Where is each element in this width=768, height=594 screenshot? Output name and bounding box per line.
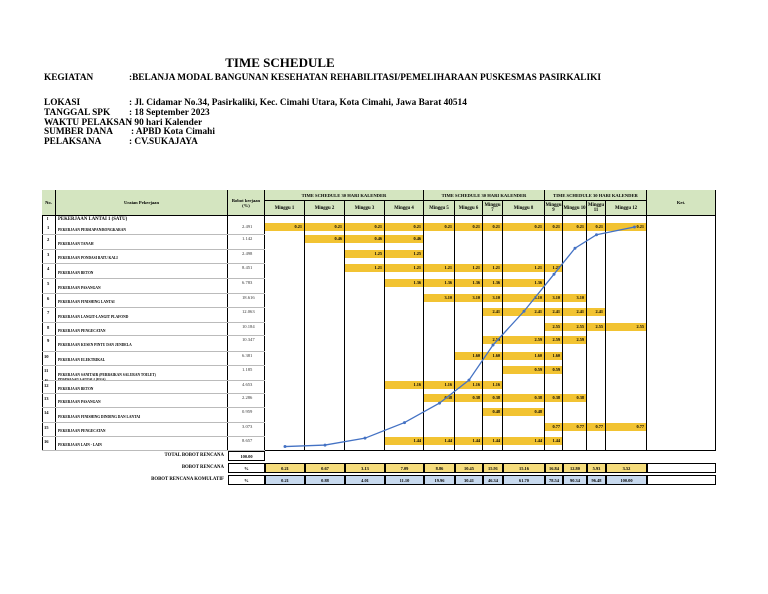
schedule-bar: 1.44	[424, 437, 454, 445]
schedule-bar: 0.38	[424, 394, 454, 402]
schedule-bar: 1.44	[483, 437, 502, 445]
schedule-bar: 2.55	[563, 323, 586, 331]
row-number: 13	[44, 396, 49, 401]
schedule-bar: 0.21	[503, 223, 544, 231]
schedule-bar: 1.21	[345, 264, 384, 272]
work-item-name: PEKERJAAN LANGIT-LANGIT PLAFOND	[58, 314, 129, 319]
bobot-rencana-cell: 15.16	[503, 463, 545, 473]
s-curve-line	[285, 227, 635, 447]
schedule-bar: 1.21	[503, 264, 544, 272]
work-item-bobot: 6.381	[242, 353, 253, 358]
bobot-kumulatif-cell: 30.41	[455, 475, 483, 485]
info-label: TANGGAL SPK	[44, 108, 111, 118]
work-item-bobot: 18.616	[242, 295, 255, 300]
bobot-kumulatif-cell: 100.00	[606, 475, 647, 485]
work-item-name: PEKERJAAN KUSEN PINTU DAN JENDELA	[58, 343, 132, 347]
bobot-kumulatif-cell: 19.96	[424, 475, 455, 485]
schedule-bar: 3.10	[563, 294, 586, 302]
bobot-rencana-cell: 12.80	[563, 463, 587, 473]
bobot-rencana-cell: 3.52	[606, 463, 647, 473]
row-number: 1	[47, 225, 50, 230]
page-title: TIME SCHEDULE	[225, 55, 335, 70]
schedule-bar: 1.21	[385, 264, 423, 272]
bobot-kumulatif-cell: 11.10	[385, 475, 424, 485]
work-item-bobot: 1.185	[242, 367, 253, 372]
bobot-rencana-cell: 0.21	[265, 463, 305, 473]
schedule-bar: 2.41	[483, 308, 502, 316]
schedule-bar: 1.44	[385, 437, 423, 445]
total-bobot-label: TOTAL BOBOT RENCANA	[164, 453, 224, 458]
s-curve-point	[574, 247, 577, 250]
header-group-3: TIME SCHEDULE 30 HARI KALENDER	[545, 190, 647, 201]
header-ket: Ket.	[647, 190, 716, 216]
s-curve-point	[633, 226, 636, 229]
work-item-bobot: 0.959	[242, 409, 253, 414]
header-week: Minggu 12	[606, 201, 647, 216]
schedule-bar: 0.46	[385, 235, 423, 243]
work-item-name: PEKERJAAN LAIN - LAIN	[58, 443, 102, 447]
info-label: PELAKSANA	[44, 137, 102, 147]
schedule-bar: 3.10	[483, 294, 502, 302]
work-item-name: PEKERJAAN TANAH	[58, 241, 94, 246]
header-week: Minggu 4	[385, 201, 424, 216]
bobot-rencana-cell: 8.86	[424, 463, 455, 473]
info-value: : CV.SUKAJAYA	[129, 137, 198, 147]
row-number: 14	[44, 410, 49, 415]
schedule-bar: 0.38	[545, 394, 562, 402]
bobot-kumulatif-cell: 61.70	[503, 475, 545, 485]
info-label: SUMBER DANA	[44, 127, 113, 137]
bobot-kumulatif-unit: %	[228, 475, 265, 485]
schedule-bar: 0.21	[587, 223, 605, 231]
work-item-name: PEKERJAAN FINISHING DINDING DAN LANTAI	[58, 414, 141, 419]
info-value: : APBD Kota Cimahi	[131, 127, 215, 137]
bobot-kumulatif-cell: 4.01	[345, 475, 385, 485]
s-curve-point	[284, 445, 287, 448]
work-item-name: PEKERJAAN BETON	[58, 386, 94, 391]
section-title: PEKERJAAN LANTAI 1 (SATU)	[58, 217, 128, 222]
schedule-bar: 0.21	[424, 223, 454, 231]
schedule-bar: 0.77	[587, 423, 605, 431]
info-value: : 90 hari Kalender	[129, 118, 203, 128]
schedule-bar: 0.38	[563, 394, 586, 402]
work-item-bobot: 10.184	[242, 324, 255, 329]
schedule-bar: 0.38	[483, 394, 502, 402]
header-week: Minggu 3	[345, 201, 385, 216]
schedule-bar: 1.25	[345, 250, 384, 258]
work-item-name: PEKERJAAN PERSIAPAN/BONGKARAN	[58, 228, 126, 232]
schedule-table	[42, 190, 716, 494]
work-item-name: PEKERJAAN ELEKTRIKAL	[58, 358, 106, 362]
header-no: No.	[42, 190, 56, 216]
schedule-bar: 3.10	[455, 294, 482, 302]
work-item-name: PEKERJAAN PONDASI BATU KALI	[58, 256, 118, 260]
schedule-bar: 1.44	[455, 437, 482, 445]
header-week: Minggu 9	[545, 201, 563, 216]
schedule-bar: 0.77	[545, 423, 562, 431]
bobot-kumulatif-cell: 0.21	[265, 475, 305, 485]
sub-section-no: II	[45, 378, 48, 382]
work-item-name: PEKERJAAN PENGECATAN	[58, 429, 106, 433]
bobot-rencana-unit: %	[228, 463, 265, 473]
schedule-bar: 0.59	[503, 366, 544, 374]
schedule-bar: 0.48	[503, 408, 544, 416]
work-item-bobot: 1.142	[242, 236, 253, 241]
schedule-bar: 2.59	[563, 336, 586, 344]
header-week: Minggu 5	[424, 201, 455, 216]
work-item-name: PEKERJAAN PASANGAN	[58, 285, 101, 290]
s-curve-point	[553, 273, 556, 276]
s-curve-point	[364, 437, 367, 440]
work-item-bobot: 2.491	[242, 224, 253, 229]
s-curve-point	[438, 402, 441, 405]
info-label: LOKASI	[44, 98, 81, 108]
schedule-bar: 1.60	[503, 352, 544, 360]
schedule-bar: 2.59	[483, 336, 502, 344]
schedule-bar: 0.21	[606, 223, 646, 231]
schedule-bar: 0.38	[455, 394, 482, 402]
schedule-bar: 0.38	[503, 394, 544, 402]
bobot-rencana-cell: 0.67	[305, 463, 345, 473]
schedule-bar: 0.21	[563, 223, 586, 231]
row-number: 16	[44, 439, 49, 444]
header-group-2: TIME SCHEDULE 30 HARI KALENDER	[424, 190, 545, 201]
header-uraian: Uraian Pekerjaan	[56, 190, 228, 216]
bobot-kumulatif-cell: 90.34	[563, 475, 587, 485]
schedule-bar: 1.25	[385, 250, 423, 258]
header-week: Minggu 11	[587, 201, 606, 216]
schedule-bar: 0.21	[345, 223, 384, 231]
schedule-bar: 0.21	[455, 223, 482, 231]
schedule-bar: 3.10	[503, 294, 544, 302]
row-number: 3	[47, 252, 50, 257]
schedule-bar: 1.36	[503, 279, 544, 287]
work-item-bobot: 4.653	[242, 382, 253, 387]
work-item-name: PEKERJAAN SANITAIR (PERBAIKAN SALURAN TOILET)	[58, 372, 156, 377]
schedule-bar: 1.16	[483, 381, 502, 389]
schedule-bar: 0.46	[345, 235, 384, 243]
sub-section-title: PEKERJAAN LANTAI 2 (DUA)	[58, 377, 106, 381]
s-curve-point	[595, 233, 598, 236]
work-item-bobot: 10.347	[242, 337, 255, 342]
schedule-bar: 0.21	[265, 223, 304, 231]
row-number: 12	[44, 383, 49, 388]
schedule-bar: 1.21	[483, 264, 502, 272]
header-week: Minggu 2	[305, 201, 345, 216]
header-week: Minggu 10	[563, 201, 587, 216]
row-number: 10	[44, 354, 49, 359]
work-item-bobot: 8.451	[242, 265, 253, 270]
bobot-kumulatif-cell: 0.88	[305, 475, 345, 485]
schedule-bar: 1.36	[385, 279, 423, 287]
bobot-rencana-cell: 10.45	[455, 463, 483, 473]
schedule-bar: 0.77	[606, 423, 646, 431]
bobot-rencana-cell: 5.93	[587, 463, 606, 473]
schedule-bar: 1.36	[483, 279, 502, 287]
schedule-bar: 1.16	[424, 381, 454, 389]
work-item-name: PEKERJAAN PENGECATAN	[58, 328, 106, 333]
schedule-bar: 3.10	[545, 294, 562, 302]
schedule-bar: 1.16	[455, 381, 482, 389]
row-number: 4	[47, 266, 50, 271]
s-curve	[42, 190, 716, 494]
schedule-bar: 0.21	[385, 223, 423, 231]
bobot-rencana-cell: 3.13	[345, 463, 385, 473]
work-item-bobot: 12.063	[242, 309, 255, 314]
header-group-1: TIME SCHEDULE 30 HARI KALENDER	[265, 190, 424, 201]
schedule-bar: 2.55	[606, 323, 646, 331]
schedule-bar: 0.21	[545, 223, 562, 231]
header-week: Minggu 1	[265, 201, 305, 216]
info-value: :BELANJA MODAL BANGUNAN KESEHATAN REHABILITASI/PEMELIHARAAN PUSKESMAS PASIRKALIKI	[129, 73, 601, 83]
schedule-bar: 0.21	[483, 223, 502, 231]
s-curve-point	[468, 379, 471, 382]
info-value: : 18 September 2023	[129, 108, 210, 118]
header-bobot: Bobot kerjaan (%)	[228, 190, 265, 216]
info-value: : Jl. Cidamar No.34, Pasirkaliki, Kec. Cimahi Utara, Kota Cimahi, Jawa Barat 40514	[129, 98, 467, 108]
schedule-bar: 1.36	[455, 279, 482, 287]
bobot-kumulatif-cell: 96.48	[587, 475, 606, 485]
work-item-bobot: 8.657	[242, 438, 253, 443]
work-item-name: PEKERJAAN PASANGAN	[58, 400, 101, 404]
schedule-bar: 1.60	[545, 352, 562, 360]
schedule-bar: 2.59	[545, 336, 562, 344]
bobot-rencana-cell: 7.09	[385, 463, 424, 473]
total-bobot-value: 100.00	[228, 451, 265, 461]
s-curve-point	[492, 344, 495, 347]
info-label: KEGIATAN	[44, 73, 94, 83]
row-number: 7	[47, 310, 50, 315]
schedule-bar: 2.41	[545, 308, 562, 316]
row-number: 11	[44, 368, 49, 373]
s-curve-point	[324, 444, 327, 447]
bobot-rencana-cell: 16.84	[545, 463, 563, 473]
info-label: WAKTU PELAKSAN	[44, 118, 133, 128]
bobot-rencana-cell: 15.91	[483, 463, 503, 473]
work-item-bobot: 3.073	[242, 424, 253, 429]
schedule-bar: 1.60	[483, 352, 502, 360]
work-item-bobot: 2.498	[242, 251, 253, 256]
schedule-bar: 0.21	[305, 223, 344, 231]
work-item-name: PEKERJAAN BETON	[58, 270, 94, 275]
schedule-bar: 0.48	[483, 408, 502, 416]
bobot-kumulatif-cell: 46.34	[483, 475, 503, 485]
schedule-bar: 1.16	[385, 381, 423, 389]
schedule-bar: 1.36	[424, 279, 454, 287]
schedule-bar: 2.55	[545, 323, 562, 331]
schedule-bar: 1.21	[455, 264, 482, 272]
row-number: 9	[47, 338, 50, 343]
schedule-bar: 1.21	[545, 264, 562, 272]
section-no: I	[47, 217, 49, 221]
schedule-bar: 2.41	[587, 308, 605, 316]
header-week: Minggu 6	[455, 201, 483, 216]
bobot-rencana-label: BOBOT RENCANA	[181, 465, 224, 470]
bobot-kumulatif-label: BOBOT RENCANA KOMULATIF	[151, 477, 224, 482]
schedule-bar: 2.55	[587, 323, 605, 331]
schedule-bar: 1.60	[455, 352, 482, 360]
schedule-bar: 0.77	[563, 423, 586, 431]
row-number: 5	[47, 281, 50, 286]
s-curve-point	[403, 421, 406, 424]
schedule-bar: 2.41	[503, 308, 544, 316]
schedule-bar: 1.44	[545, 437, 562, 445]
row-number: 2	[47, 237, 50, 242]
schedule-bar: 0.46	[305, 235, 344, 243]
schedule-bar: 2.59	[503, 336, 544, 344]
row-number: 15	[44, 425, 49, 430]
schedule-bar: 3.10	[424, 294, 454, 302]
work-item-bobot: 2.286	[242, 395, 253, 400]
work-item-bobot: 6.783	[242, 280, 253, 285]
work-item-name: PEKERJAAN FINISHING LANTAI	[58, 300, 115, 304]
s-curve-point	[523, 310, 526, 313]
schedule-bar: 1.44	[503, 437, 544, 445]
bobot-kumulatif-cell: 78.54	[545, 475, 563, 485]
schedule-bar: 1.21	[424, 264, 454, 272]
schedule-bar: 2.41	[563, 308, 586, 316]
row-number: 8	[47, 325, 50, 330]
schedule-bar: 0.59	[545, 366, 562, 374]
row-number: 6	[47, 296, 50, 301]
header-week: Minggu 8	[503, 201, 545, 216]
header-week: Minggu 7	[483, 201, 503, 216]
